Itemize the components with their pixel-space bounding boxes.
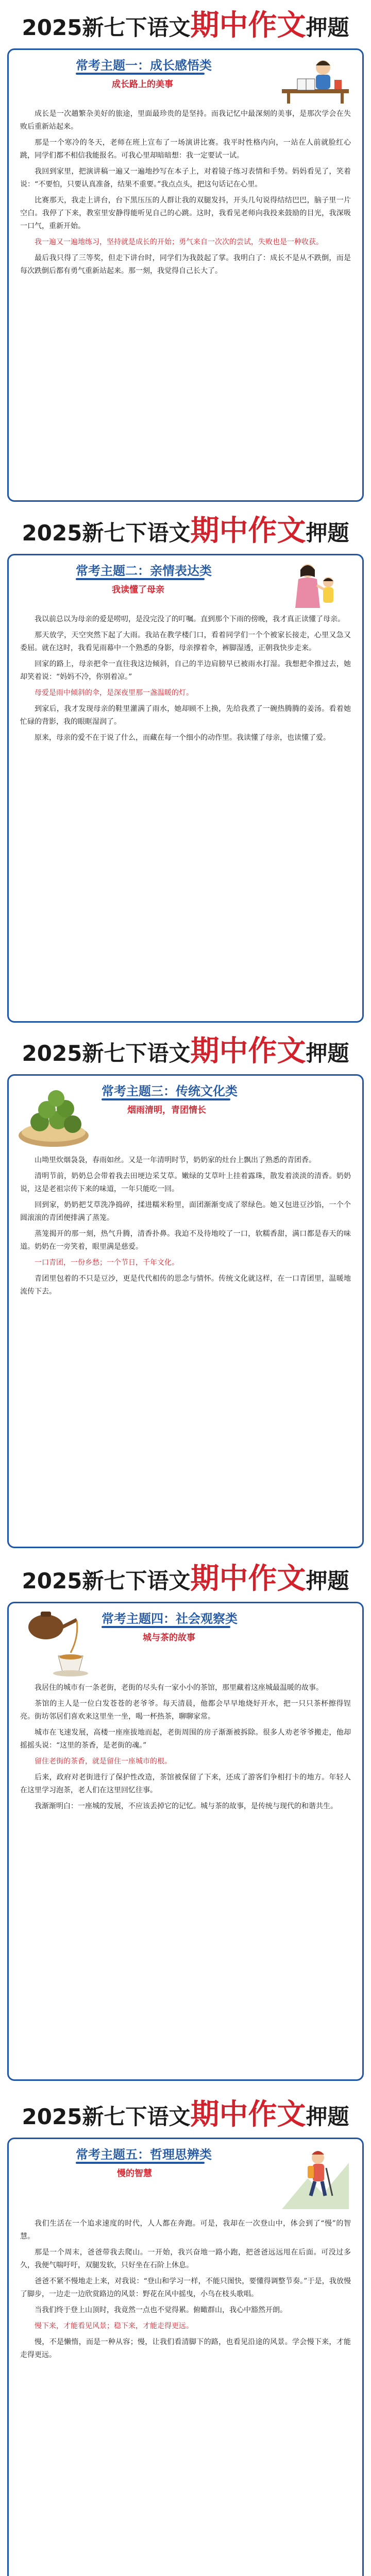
banner-title: 2025新七下语文期中作文押题 [22, 514, 349, 548]
highlight-sentence: 留住老街的茶香，就是留住一座城市的根。 [35, 1757, 172, 1766]
essay-body [20, 1682, 351, 1816]
mother-child-illustration [277, 558, 354, 610]
banner-title: 2025新七下语文期中作文押题 [22, 2098, 349, 2131]
paragraph: 回到家，奶奶把艾草洗净捣碎，揉进糯米粉里，面团渐渐变成了翠绿色。她又包进豆沙馅，一个个圆滚滚的青团便排满了蒸笼。 [20, 1201, 351, 1222]
theme-title: 常考主题一：成长感悟类 [76, 58, 212, 73]
paragraph: 那是一个周末，爸爸带我去爬山。一开始，我兴奋地一路小跑，把爸爸远远甩在后面。可没过多久，我便气喘吁吁，双腿发软，只好坐在石阶上休息。 [20, 2248, 351, 2269]
paragraph: 茶馆的主人是一位白发苍苍的老爷爷。每天清晨，他都会早早地烧好开水，把一只只茶杯擦得锃亮。街坊邻居们喜欢来这里坐一坐，喝一杯热茶，聊聊家常。 [20, 1700, 351, 1721]
essay-title: 我读懂了母亲 [112, 585, 164, 595]
essay-card [7, 48, 364, 502]
title-underline [76, 578, 205, 580]
paragraph: 山坳里炊烟袅袅，春雨如丝。又是一年清明时节，奶奶家的灶台上飘出了熟悉的青团香。 [35, 1156, 316, 1164]
title-underline [76, 2162, 205, 2164]
highlight-sentence: 母爱是雨中倾斜的伞，是深夜里那一盏温暖的灯。 [35, 689, 193, 697]
section-2 [0, 507, 371, 1028]
banner-title: 2025新七下语文期中作文押题 [22, 1035, 349, 1068]
paragraph: 慢，不是懒惰，而是一种从容；慢，让我们看清脚下的路，也看见沿途的风景。学会慢下来，才能走得更远。 [20, 2338, 351, 2359]
title-underline [102, 1098, 230, 1100]
essay-body [20, 613, 351, 748]
theme-title: 常考主题二：亲情表达类 [76, 564, 212, 578]
paragraph: 比赛那天，我走上讲台，台下黑压压的人群让我的双腿发抖，开头几句说得结结巴巴，脑子里一片空白。我停了下来，教室里安静得能听见自己的心跳。这时，我看见老师向我投来鼓励的目光，我深吸一口气，重新开始。 [20, 196, 351, 230]
essay-card [7, 2138, 364, 2576]
paragraph: 成长是一次趟繁杂美好的旅途，里面最珍贵的是坚持。而我记忆中最深刻的美事，是那次学会在失败后重新站起来。 [20, 110, 351, 131]
paragraph: 我渐渐明白：一座城的发展，不应该丢掉它的记忆。城与茶的故事，是传统与现代的和谐共生。 [35, 1802, 338, 1810]
title-underline [102, 1626, 230, 1628]
essay-body [20, 108, 351, 281]
teapot-pouring-illustration [15, 1606, 92, 1679]
essay-card [7, 1074, 364, 1548]
paragraph: 爸爸不紧不慢地走上来，对我说：“登山和学习一样，不能只图快，要懂得调整节奏。”于是，我放慢了脚步，一边走一边欣赏路边的风景：野花在风中摇曳，小鸟在枝头歌唱。 [20, 2277, 351, 2298]
highlight-sentence: 一口青团，一份乡愁；一个节日，千年文化。 [35, 1259, 179, 1267]
student-reading-illustration [277, 53, 354, 105]
paragraph: 青团里包着的不只是豆沙，更是代代相传的思念与情怀。传统文化就这样，在一口青团里，温暖地流传下去。 [20, 1275, 351, 1296]
essay-title: 成长路上的美事 [112, 79, 173, 90]
paragraph: 我回到家里，把演讲稿一遍又一遍地抄写在本子上，对着镜子练习表情和手势。妈妈看见了，笑着说：“不要怕，只要认真准备，结果不重要。”我点点头，把这句话记在心里。 [20, 167, 351, 189]
essay-body [20, 2217, 351, 2365]
paragraph: 我以前总以为母亲的爱是唠叨，是没完没了的叮嘱。直到那个下雨的傍晚，我才真正读懂了母亲。 [35, 615, 345, 623]
qingtuan-plate-illustration [15, 1079, 92, 1151]
paragraph: 那是一个寒冷的冬天，老师在班上宣布了一场演讲比赛。我平时性格内向，一站在人前就脸红心跳，同学们都不相信我能报名。可我心里却暗暗想：我一定要试一试。 [20, 139, 351, 160]
paragraph: 我居住的城市有一条老街，老街的尽头有一家小小的茶馆，那里藏着这座城最温暖的故事。 [35, 1684, 323, 1692]
paragraph: 最后我只得了三等奖，但走下讲台时，同学们为我鼓起了掌。我明白了：成长不是从不跌倒，而是每次跌倒后都有勇气重新站起来。那一刻，我觉得自己长大了。 [20, 254, 351, 275]
section-5 [0, 2089, 371, 2576]
paragraph: 到家后，我才发现母亲的鞋里灌满了雨水，她却顾不上换，先给我煮了一碗热腾腾的姜汤。看着她忙碌的背影，我的眼眶湿润了。 [20, 705, 351, 726]
theme-title: 常考主题五：哲理思辨类 [76, 2147, 212, 2162]
banner-title: 2025新七下语文期中作文押题 [22, 1562, 349, 1596]
paragraph: 那天放学，天空突然下起了大雨。我站在教学楼门口，看着同学们一个个被家长接走，心里又急又委屈。就在这时，我看见雨幕中一个熟悉的身影，母亲撑着伞，裤脚湿透，正朝我快步走来。 [20, 631, 351, 652]
title-underline [76, 73, 205, 75]
highlight-sentence: 我一遍又一遍地练习，坚持就是成长的开始；勇气来自一次次的尝试，失败也是一种收获。 [35, 238, 323, 246]
essay-body [20, 1154, 351, 1301]
section-1 [0, 0, 371, 507]
paragraph: 城市在飞速发展，高楼一座座拔地而起，老街周围的房子渐渐被拆除。很多人劝老爷爷搬走，他却摇摇头说：“这里的茶香，是老街的魂。” [20, 1728, 351, 1750]
highlight-sentence: 慢下来，才能看见风景；稳下来，才能走得更远。 [35, 2322, 193, 2330]
hiker-climbing-illustration [277, 2142, 354, 2214]
theme-title: 常考主题三：传统文化类 [102, 1084, 238, 1098]
paragraph: 原来，母亲的爱不在于说了什么，而藏在每一个细小的动作里。我读懂了母亲，也读懂了爱。 [35, 734, 330, 742]
paragraph: 清明节前，奶奶总会带着我去田埂边采艾草。嫩绿的艾草叶上挂着露珠，散发着淡淡的清香。奶奶说，这是老祖宗传下来的味道，一年只能吃一回。 [20, 1172, 351, 1193]
banner-title: 2025新七下语文期中作文押题 [22, 9, 349, 42]
section-3 [0, 1028, 371, 1553]
paragraph: 后来，政府对老街进行了保护性改造，茶馆被保留了下来，还成了游客们争相打卡的地方。年轻人在这里学习泡茶，老人们在这里回忆往事。 [20, 1773, 351, 1794]
theme-title: 常考主题四：社会观察类 [102, 1612, 238, 1626]
essay-card [7, 1602, 364, 2081]
essay-card [7, 554, 364, 1023]
section-4 [0, 1553, 371, 2089]
paragraph: 蒸笼揭开的那一刻，热气升腾，清香扑鼻。我迫不及待地咬了一口，软糯香甜，满口都是春天的味道。奶奶在一旁笑着，眼里满是慈爱。 [20, 1230, 351, 1251]
essay-title: 城与茶的故事 [143, 1633, 195, 1643]
paragraph: 我们生活在一个追求速度的时代，人人都在奔跑。可是，我却在一次登山中，体会到了“慢”的智慧。 [20, 2219, 351, 2241]
essay-title: 慢的智慧 [117, 2168, 152, 2179]
paragraph: 回家的路上，母亲把伞一直往我这边倾斜，自己的半边肩膀早已被雨水打湿。我想把伞推过去，她却笑着说：“妈妈不冷，你别着凉。” [20, 660, 351, 681]
paragraph: 当我们终于登上山顶时，我竟然一点也不觉得累。俯瞰群山，我心中豁然开朗。 [35, 2306, 287, 2314]
essay-title: 烟雨清明，青团情长 [127, 1105, 206, 1115]
